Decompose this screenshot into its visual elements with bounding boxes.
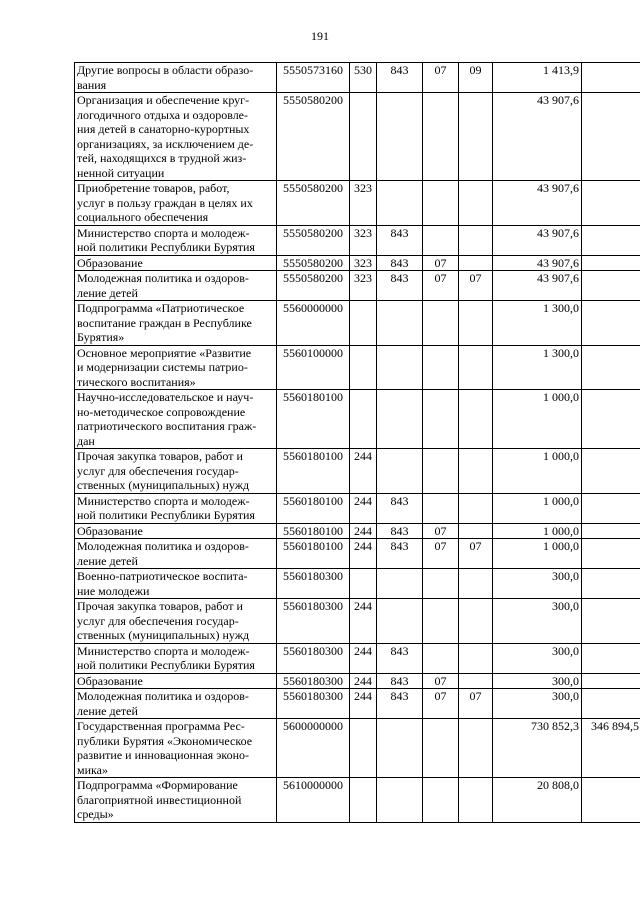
target-code-cell: 5560180300 bbox=[277, 599, 350, 644]
section-cell bbox=[423, 225, 459, 255]
amount-extra-cell bbox=[582, 539, 640, 569]
table-row bbox=[75, 449, 640, 494]
table-row bbox=[75, 689, 640, 719]
target-code-cell: 5550580200 bbox=[277, 181, 350, 226]
row-name-cell: Военно-патриотическое воспита- ние молодежи bbox=[75, 569, 277, 599]
table-row bbox=[75, 523, 640, 539]
section-cell bbox=[423, 493, 459, 523]
section-cell bbox=[423, 390, 459, 449]
section-cell bbox=[423, 643, 459, 673]
amount-extra-cell bbox=[582, 225, 640, 255]
amount-extra-cell: 346 894,5 bbox=[582, 719, 640, 778]
subsection-cell bbox=[459, 93, 493, 181]
amount-extra-cell bbox=[582, 599, 640, 644]
amount-cell: 730 852,3 bbox=[493, 719, 582, 778]
target-code-cell: 5560180100 bbox=[277, 390, 350, 449]
row-name-cell: Государственная программа Рес- публики Бурятия «Экономическое развитие и инновационная эконо- мика» bbox=[75, 719, 277, 778]
table-row bbox=[75, 719, 640, 778]
administrator-cell bbox=[377, 778, 423, 823]
target-code-cell: 5550580200 bbox=[277, 255, 350, 271]
subsection-cell bbox=[459, 719, 493, 778]
administrator-cell: 843 bbox=[377, 225, 423, 255]
amount-cell: 1 300,0 bbox=[493, 301, 582, 346]
expense-type-cell: 244 bbox=[350, 643, 377, 673]
section-cell: 07 bbox=[423, 539, 459, 569]
section-cell: 07 bbox=[423, 255, 459, 271]
row-name-cell: Приобретение товаров, работ, услуг в пользу граждан в целях их социального обеспечения bbox=[75, 181, 277, 226]
table-row bbox=[75, 93, 640, 181]
amount-cell: 1 000,0 bbox=[493, 523, 582, 539]
subsection-cell bbox=[459, 345, 493, 390]
row-name-cell: Образование bbox=[75, 523, 277, 539]
target-code-cell: 5560180300 bbox=[277, 569, 350, 599]
amount-cell: 43 907,6 bbox=[493, 255, 582, 271]
target-code-cell: 5550580200 bbox=[277, 93, 350, 181]
amount-extra-cell bbox=[582, 63, 640, 93]
subsection-cell: 09 bbox=[459, 63, 493, 93]
subsection-cell bbox=[459, 599, 493, 644]
table-row bbox=[75, 599, 640, 644]
administrator-cell bbox=[377, 93, 423, 181]
table-row bbox=[75, 539, 640, 569]
expense-type-cell bbox=[350, 93, 377, 181]
administrator-cell bbox=[377, 301, 423, 346]
administrator-cell bbox=[377, 449, 423, 494]
amount-extra-cell bbox=[582, 271, 640, 301]
expense-type-cell bbox=[350, 301, 377, 346]
administrator-cell: 843 bbox=[377, 63, 423, 93]
target-code-cell: 5550580200 bbox=[277, 271, 350, 301]
target-code-cell: 5610000000 bbox=[277, 778, 350, 823]
administrator-cell bbox=[377, 181, 423, 226]
amount-extra-cell bbox=[582, 673, 640, 689]
expense-type-cell: 323 bbox=[350, 225, 377, 255]
target-code-cell: 5550580200 bbox=[277, 225, 350, 255]
subsection-cell bbox=[459, 225, 493, 255]
subsection-cell bbox=[459, 301, 493, 346]
administrator-cell: 843 bbox=[377, 643, 423, 673]
section-cell bbox=[423, 599, 459, 644]
row-name-cell: Молодежная политика и оздоров- ление детей bbox=[75, 689, 277, 719]
subsection-cell bbox=[459, 390, 493, 449]
row-name-cell: Образование bbox=[75, 255, 277, 271]
section-cell bbox=[423, 93, 459, 181]
expense-type-cell: 323 bbox=[350, 255, 377, 271]
target-code-cell: 5600000000 bbox=[277, 719, 350, 778]
amount-extra-cell bbox=[582, 449, 640, 494]
table-row bbox=[75, 569, 640, 599]
expense-type-cell bbox=[350, 569, 377, 599]
section-cell: 07 bbox=[423, 689, 459, 719]
administrator-cell bbox=[377, 599, 423, 644]
amount-cell: 1 000,0 bbox=[493, 539, 582, 569]
row-name-cell: Подпрограмма «Патриотическое воспитание граждан в Республике Бурятия» bbox=[75, 301, 277, 346]
amount-cell: 1 300,0 bbox=[493, 345, 582, 390]
row-name-cell: Министерство спорта и молодеж- ной политики Республики Бурятия bbox=[75, 225, 277, 255]
table-row bbox=[75, 345, 640, 390]
amount-extra-cell bbox=[582, 569, 640, 599]
amount-cell: 300,0 bbox=[493, 569, 582, 599]
section-cell bbox=[423, 301, 459, 346]
expense-type-cell: 530 bbox=[350, 63, 377, 93]
amount-cell: 300,0 bbox=[493, 643, 582, 673]
section-cell bbox=[423, 778, 459, 823]
administrator-cell bbox=[377, 390, 423, 449]
table-row bbox=[75, 271, 640, 301]
target-code-cell: 5560180300 bbox=[277, 689, 350, 719]
subsection-cell bbox=[459, 673, 493, 689]
target-code-cell: 5560180300 bbox=[277, 673, 350, 689]
table-row bbox=[75, 301, 640, 346]
amount-extra-cell bbox=[582, 345, 640, 390]
table-row bbox=[75, 225, 640, 255]
subsection-cell bbox=[459, 449, 493, 494]
amount-extra-cell bbox=[582, 493, 640, 523]
amount-cell: 20 808,0 bbox=[493, 778, 582, 823]
table-row bbox=[75, 63, 640, 93]
row-name-cell: Научно-исследовательское и науч- но-методическое сопровождение патриотического воспитания граж- дан bbox=[75, 390, 277, 449]
amount-extra-cell bbox=[582, 778, 640, 823]
amount-extra-cell bbox=[582, 390, 640, 449]
row-name-cell: Молодежная политика и оздоров- ление детей bbox=[75, 539, 277, 569]
budget-table bbox=[74, 62, 640, 823]
table-row bbox=[75, 181, 640, 226]
target-code-cell: 5560180300 bbox=[277, 643, 350, 673]
expense-type-cell: 244 bbox=[350, 689, 377, 719]
subsection-cell bbox=[459, 523, 493, 539]
section-cell bbox=[423, 449, 459, 494]
amount-extra-cell bbox=[582, 689, 640, 719]
amount-cell: 300,0 bbox=[493, 689, 582, 719]
row-name-cell: Другие вопросы в области образо- вания bbox=[75, 63, 277, 93]
row-name-cell: Министерство спорта и молодеж- ной политики Республики Бурятия bbox=[75, 643, 277, 673]
expense-type-cell: 244 bbox=[350, 539, 377, 569]
expense-type-cell bbox=[350, 719, 377, 778]
subsection-cell bbox=[459, 493, 493, 523]
subsection-cell bbox=[459, 778, 493, 823]
section-cell: 07 bbox=[423, 673, 459, 689]
administrator-cell bbox=[377, 345, 423, 390]
administrator-cell: 843 bbox=[377, 493, 423, 523]
amount-extra-cell bbox=[582, 93, 640, 181]
section-cell: 07 bbox=[423, 523, 459, 539]
expense-type-cell: 244 bbox=[350, 493, 377, 523]
row-name-cell: Прочая закупка товаров, работ и услуг для обеспечения государ- ственных (муниципальных) нужд bbox=[75, 449, 277, 494]
table-row bbox=[75, 255, 640, 271]
administrator-cell bbox=[377, 569, 423, 599]
target-code-cell: 5560100000 bbox=[277, 345, 350, 390]
administrator-cell: 843 bbox=[377, 673, 423, 689]
administrator-cell bbox=[377, 719, 423, 778]
row-name-cell: Министерство спорта и молодеж- ной политики Республики Бурятия bbox=[75, 493, 277, 523]
expense-type-cell bbox=[350, 390, 377, 449]
section-cell: 07 bbox=[423, 63, 459, 93]
row-name-cell: Организация и обеспечение круг- логодичного отдыха и оздоровле- ния детей в санаторно-курортных организациях, за исключением де- тей, находящихся в трудной жиз- ненной ситуации bbox=[75, 93, 277, 181]
amount-cell: 43 907,6 bbox=[493, 181, 582, 226]
subsection-cell: 07 bbox=[459, 271, 493, 301]
subsection-cell bbox=[459, 181, 493, 226]
amount-cell: 1 000,0 bbox=[493, 493, 582, 523]
section-cell bbox=[423, 719, 459, 778]
target-code-cell: 5560180100 bbox=[277, 449, 350, 494]
subsection-cell bbox=[459, 569, 493, 599]
amount-extra-cell bbox=[582, 181, 640, 226]
section-cell bbox=[423, 181, 459, 226]
administrator-cell: 843 bbox=[377, 539, 423, 569]
expense-type-cell: 323 bbox=[350, 181, 377, 226]
amount-cell: 1 000,0 bbox=[493, 390, 582, 449]
row-name-cell: Образование bbox=[75, 673, 277, 689]
row-name-cell: Подпрограмма «Формирование благоприятной инвестиционной среды» bbox=[75, 778, 277, 823]
administrator-cell: 843 bbox=[377, 689, 423, 719]
administrator-cell: 843 bbox=[377, 523, 423, 539]
expense-type-cell: 244 bbox=[350, 523, 377, 539]
expense-type-cell: 244 bbox=[350, 599, 377, 644]
section-cell bbox=[423, 569, 459, 599]
amount-cell: 43 907,6 bbox=[493, 225, 582, 255]
target-code-cell: 5560180100 bbox=[277, 539, 350, 569]
administrator-cell: 843 bbox=[377, 255, 423, 271]
amount-cell: 43 907,6 bbox=[493, 93, 582, 181]
table-row bbox=[75, 778, 640, 823]
row-name-cell: Основное мероприятие «Развитие и модернизации системы патрио- тического воспитания» bbox=[75, 345, 277, 390]
section-cell: 07 bbox=[423, 271, 459, 301]
section-cell bbox=[423, 345, 459, 390]
expense-type-cell bbox=[350, 778, 377, 823]
amount-extra-cell bbox=[582, 301, 640, 346]
administrator-cell: 843 bbox=[377, 271, 423, 301]
subsection-cell bbox=[459, 255, 493, 271]
row-name-cell: Прочая закупка товаров, работ и услуг для обеспечения государ- ственных (муниципальных) нужд bbox=[75, 599, 277, 644]
table-row bbox=[75, 643, 640, 673]
amount-extra-cell bbox=[582, 255, 640, 271]
target-code-cell: 5560000000 bbox=[277, 301, 350, 346]
amount-cell: 43 907,6 bbox=[493, 271, 582, 301]
row-name-cell: Молодежная политика и оздоров- ление детей bbox=[75, 271, 277, 301]
table-row bbox=[75, 390, 640, 449]
amount-cell: 300,0 bbox=[493, 599, 582, 644]
amount-extra-cell bbox=[582, 523, 640, 539]
amount-cell: 1 000,0 bbox=[493, 449, 582, 494]
target-code-cell: 5550573160 bbox=[277, 63, 350, 93]
table-row bbox=[75, 673, 640, 689]
expense-type-cell: 323 bbox=[350, 271, 377, 301]
amount-extra-cell bbox=[582, 643, 640, 673]
amount-cell: 300,0 bbox=[493, 673, 582, 689]
target-code-cell: 5560180100 bbox=[277, 523, 350, 539]
table-row bbox=[75, 493, 640, 523]
expense-type-cell: 244 bbox=[350, 673, 377, 689]
amount-cell: 1 413,9 bbox=[493, 63, 582, 93]
subsection-cell: 07 bbox=[459, 539, 493, 569]
subsection-cell bbox=[459, 643, 493, 673]
subsection-cell: 07 bbox=[459, 689, 493, 719]
expense-type-cell bbox=[350, 345, 377, 390]
page-number: 191 bbox=[311, 29, 329, 43]
expense-type-cell: 244 bbox=[350, 449, 377, 494]
target-code-cell: 5560180100 bbox=[277, 493, 350, 523]
